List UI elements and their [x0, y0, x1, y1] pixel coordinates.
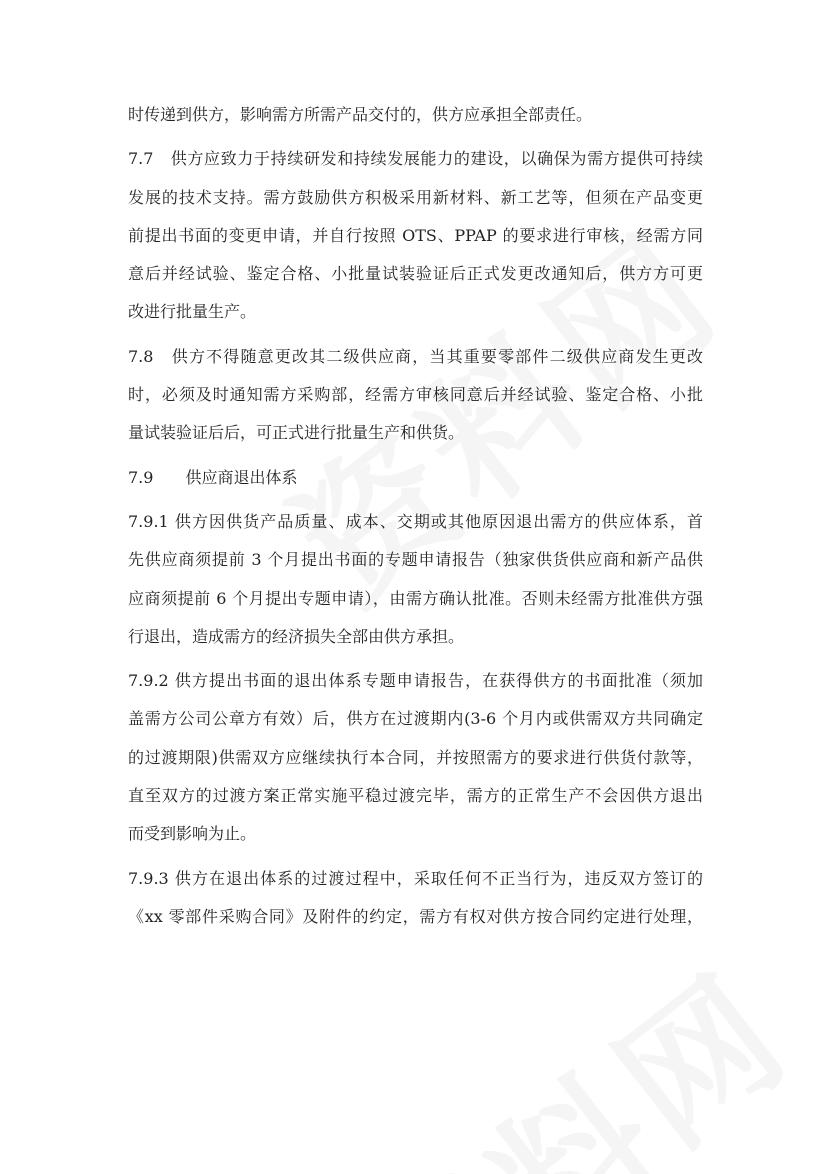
- text-line: 7.9.3 供方在退出体系的过渡过程中，采取任何不正当行为，违反双方签订的: [128, 868, 703, 888]
- paragraph-7-7: [128, 140, 703, 331]
- text-line: 7.8 供方不得随意更改其二级供应商，当其重要零部件二级供应商发生更改: [128, 346, 703, 366]
- text-line: 应商须提前 6 个月提出专题申请），由需方确认批准。否则未经需方批准供方强: [128, 588, 703, 608]
- text-line: 7.9 供应商退出体系: [128, 467, 298, 487]
- document-body: [128, 96, 703, 942]
- text-line: 先供应商须提前 3 个月提出书面的专题申请报告（独家供货供应商和新产品供: [128, 550, 703, 570]
- paragraph-continuation: [128, 96, 703, 134]
- text-line: 而受到影响为止。: [128, 824, 257, 844]
- text-line: 的过渡期限)供需双方应继续执行本合同，并按照需方的要求进行供货付款等，: [128, 747, 703, 767]
- text-line: 行退出，造成需方的经济损失全部由供方承担。: [128, 626, 465, 646]
- paragraph-7-8: [128, 338, 703, 453]
- paragraph-7-9-2: [128, 662, 703, 853]
- watermark: [314, 915, 825, 1174]
- text-line: 直至双方的过渡方案正常实施平稳过渡完毕，需方的正常生产不会因供方退出: [128, 786, 703, 806]
- text-line: 盖需方公司公章方有效）后，供方在过渡期内(3-6 个月内或供需双方共同确定: [128, 709, 703, 729]
- text-line: 时传递到供方，影响需方所需产品交付的，供方应承担全部责任。: [128, 105, 593, 124]
- text-line: 改进行批量生产。: [128, 302, 257, 322]
- text-line: 7.9.2 供方提出书面的退出体系专题申请报告，在获得供方的书面批准（须加: [128, 671, 703, 691]
- text-line: 量试装验证后后，可正式进行批量生产和供货。: [128, 423, 465, 443]
- text-line: 发展的技术支持。需方鼓励供方积极采用新材料、新工艺等，但须在产品变更: [128, 187, 703, 207]
- paragraph-7-9-3: [128, 860, 703, 937]
- text-line: 《xx 零部件采购合同》及附件的约定，需方有权对供方按合同约定进行处理，: [128, 906, 703, 926]
- text-line: 意后并经试验、鉴定合格、小批量试装验证后正式发更改通知后，供方方可更: [128, 264, 703, 284]
- text-line: 时，必须及时通知需方采购部，经需方审核同意后并经试验、鉴定合格、小批: [128, 385, 703, 405]
- text-line: 前提出书面的变更申请，并自行按照 OTS、PPAP 的要求进行审核，经需方同: [128, 225, 703, 245]
- paragraph-7-9-1: [128, 503, 703, 656]
- section-heading-7-9: [128, 459, 703, 497]
- text-line: 7.7 供方应致力于持续研发和持续发展能力的建设，以确保为需方提供可持续: [128, 149, 703, 169]
- text-line: 7.9.1 供方因供货产品质量、成本、交期或其他原因退出需方的供应体系，首: [128, 511, 703, 531]
